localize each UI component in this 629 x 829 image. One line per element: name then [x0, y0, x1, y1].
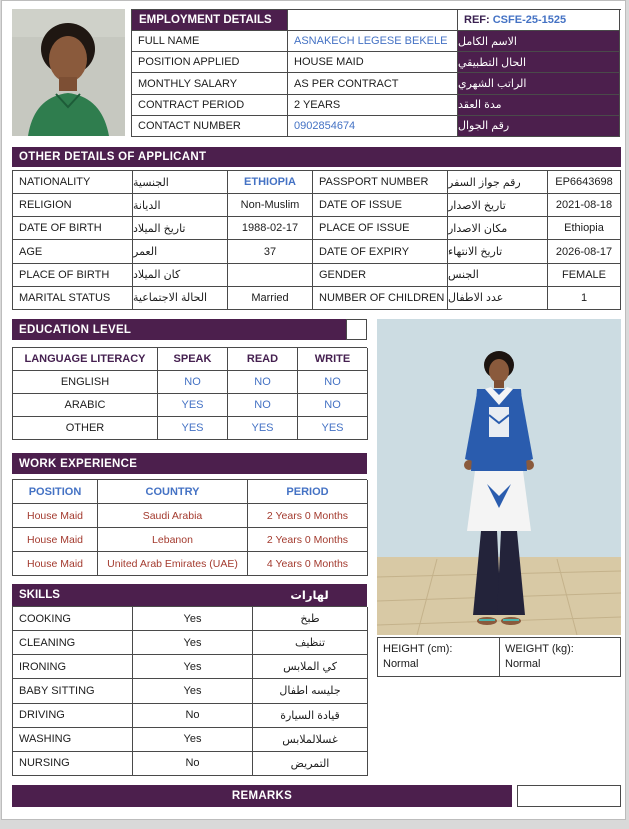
literacy-value: YES [228, 417, 298, 440]
education-bar-end-cell [346, 319, 367, 340]
height-label: HEIGHT (cm): [383, 643, 453, 655]
field-value-passport-number: EP6643698 [548, 171, 621, 194]
portrait-photo-image [12, 9, 125, 136]
language-name: ARABIC [13, 394, 158, 417]
field-label-arabic: الاسم الكامل [458, 31, 620, 52]
field-value-date-of-issue: 2021-08-18 [548, 194, 621, 217]
skill-name-arabic: جليسه اطفال [253, 679, 368, 703]
column-header: COUNTRY [98, 480, 248, 504]
work-position: House Maid [13, 552, 98, 576]
field-value-marital-status: Married [228, 287, 313, 310]
skill-name: BABY SITTING [13, 679, 133, 703]
empty-cell [132, 584, 252, 606]
skill-name: IRONING [13, 655, 133, 679]
ref-value: CSFE-25-1525 [492, 14, 567, 27]
ref-label: REF: [464, 14, 490, 27]
field-label-arabic: الديانة [133, 194, 228, 217]
field-value-gender: FEMALE [548, 264, 621, 287]
column-header: WRITE [298, 348, 368, 371]
skills-title: SKILLS [19, 589, 60, 601]
literacy-value: YES [298, 417, 368, 440]
work-position: House Maid [13, 504, 98, 528]
skill-name-arabic: كي الملابس [253, 655, 368, 679]
field-value-salary: AS PER CONTRACT [288, 73, 458, 94]
field-label: MARITAL STATUS [13, 287, 133, 310]
skill-value: No [133, 752, 253, 776]
field-value-place-of-issue: Ethiopia [548, 217, 621, 240]
skill-value: Yes [133, 728, 253, 752]
skill-name: WASHING [13, 728, 133, 752]
height-field [378, 638, 500, 677]
section-header-work-experience: WORK EXPERIENCE [12, 453, 367, 474]
other-details-table [12, 170, 621, 310]
field-label-arabic: الحال التطبيقي [458, 52, 620, 73]
applicant-full-body-photo [377, 319, 621, 635]
section-header-skills [12, 584, 367, 606]
field-value-age: 37 [228, 240, 313, 263]
skill-name: COOKING [13, 607, 133, 631]
field-label: PLACE OF ISSUE [313, 217, 448, 240]
literacy-value: NO [228, 371, 298, 394]
field-label-arabic: تاريخ الانتهاء [448, 240, 548, 263]
field-label-arabic: الجنس [448, 264, 548, 287]
field-label: FULL NAME [132, 31, 288, 52]
field-label: DATE OF BIRTH [13, 217, 133, 240]
work-country: Saudi Arabia [98, 504, 248, 528]
weight-label: WEIGHT (kg): [505, 643, 574, 655]
field-label: NATIONALITY [13, 171, 133, 194]
field-label: CONTRACT PERIOD [132, 95, 288, 116]
employment-details-table [131, 9, 621, 137]
field-label: NUMBER OF CHILDREN [313, 287, 448, 310]
skill-name-arabic: تنظيف [253, 631, 368, 655]
work-position: House Maid [13, 528, 98, 552]
skill-value: No [133, 704, 253, 728]
weight-value: Normal [505, 658, 541, 670]
column-header: PERIOD [248, 480, 368, 504]
skill-value: Yes [133, 655, 253, 679]
column-header: SPEAK [158, 348, 228, 371]
language-name: OTHER [13, 417, 158, 440]
remarks-end-cell [517, 785, 621, 807]
field-label-arabic: مكان الاصدار [448, 217, 548, 240]
section-header-other-details: OTHER DETAILS OF APPLICANT [12, 147, 621, 167]
language-name: ENGLISH [13, 371, 158, 394]
field-label-arabic: الحالة الاجتماعية [133, 287, 228, 310]
work-period: 2 Years 0 Months [248, 504, 368, 528]
section-header-remarks: REMARKS [12, 785, 512, 807]
field-value-religion: Non-Muslim [228, 194, 313, 217]
height-value: Normal [383, 658, 419, 670]
field-label: RELIGION [13, 194, 133, 217]
skills-table [12, 606, 367, 776]
field-value-nationality: ETHIOPIA [228, 171, 313, 194]
literacy-value: YES [158, 417, 228, 440]
work-period: 2 Years 0 Months [248, 528, 368, 552]
literacy-value: NO [298, 394, 368, 417]
skill-value: Yes [133, 679, 253, 703]
measurements-table [377, 637, 621, 677]
skills-title-arabic: لهارات [290, 590, 329, 602]
field-label-arabic: العمر [133, 240, 228, 263]
field-label-arabic: عدد الاطفال [448, 287, 548, 310]
field-label-arabic: تاريخ الميلاد [133, 217, 228, 240]
skill-name-arabic: غسلالملابس [253, 728, 368, 752]
field-label: POSITION APPLIED [132, 52, 288, 73]
field-value-date-of-expiry: 2026-08-17 [548, 240, 621, 263]
field-label: AGE [13, 240, 133, 263]
literacy-value: YES [158, 394, 228, 417]
field-label-arabic: رقم الجوال [458, 116, 620, 137]
skill-name-arabic: قيادة السيارة [253, 704, 368, 728]
education-table [12, 347, 367, 440]
empty-cell [288, 10, 458, 31]
column-header: POSITION [13, 480, 98, 504]
field-label-arabic: مدة العقد [458, 95, 620, 116]
field-value-contract-period: 2 YEARS [288, 95, 458, 116]
field-label: PLACE OF BIRTH [13, 264, 133, 287]
field-value-position: HOUSE MAID [288, 52, 458, 73]
literacy-value: NO [298, 371, 368, 394]
work-country: Lebanon [98, 528, 248, 552]
work-country: United Arab Emirates (UAE) [98, 552, 248, 576]
field-label-arabic: الجنسية [133, 171, 228, 194]
skill-name: NURSING [13, 752, 133, 776]
weight-field [500, 638, 621, 677]
applicant-portrait-photo [12, 9, 125, 136]
skill-value: Yes [133, 631, 253, 655]
skill-name-arabic: طبخ [253, 607, 368, 631]
skill-name: CLEANING [13, 631, 133, 655]
skill-name: DRIVING [13, 704, 133, 728]
section-header-education-level: EDUCATION LEVEL [12, 319, 367, 340]
column-header: LANGUAGE LITERACY [13, 348, 158, 371]
field-value-contact-number: 0902854674 [288, 116, 458, 137]
section-title-employment-details: EMPLOYMENT DETAILS [132, 10, 288, 31]
literacy-value: NO [228, 394, 298, 417]
cv-document-page [1, 0, 626, 820]
field-label-arabic: كان الميلاد [133, 264, 228, 287]
work-period: 4 Years 0 Months [248, 552, 368, 576]
field-label-arabic: تاريخ الاصدار [448, 194, 548, 217]
reference-number [458, 10, 620, 31]
skill-value: Yes [133, 607, 253, 631]
field-label-arabic: الراتب الشهري [458, 73, 620, 94]
full-body-photo-image [377, 319, 621, 635]
work-experience-table [12, 479, 367, 576]
field-label: DATE OF EXPIRY [313, 240, 448, 263]
field-label: MONTHLY SALARY [132, 73, 288, 94]
column-header: READ [228, 348, 298, 371]
field-value-full-name: ASNAKECH LEGESE BEKELE [288, 31, 458, 52]
field-value-date-of-birth: 1988-02-17 [228, 217, 313, 240]
field-label: PASSPORT NUMBER [313, 171, 448, 194]
skill-name-arabic: التمريض [253, 752, 368, 776]
field-label: CONTACT NUMBER [132, 116, 288, 137]
field-label: GENDER [313, 264, 448, 287]
field-value-number-of-children: 1 [548, 287, 621, 310]
literacy-value: NO [158, 371, 228, 394]
field-label: DATE OF ISSUE [313, 194, 448, 217]
field-value-place-of-birth [228, 264, 313, 287]
field-label-arabic: رقم جواز السفر [448, 171, 548, 194]
